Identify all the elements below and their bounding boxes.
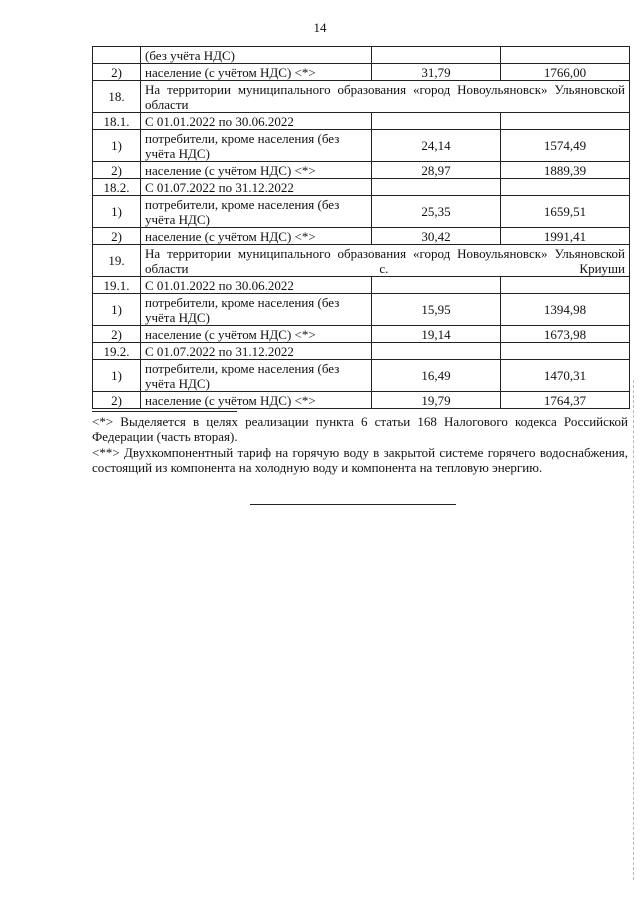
row-number: 2) <box>93 64 141 81</box>
table-row <box>93 81 630 113</box>
consumer-category: потребители, кроме населения (без учёта НДС) <box>141 294 372 326</box>
tariff-value-2: 1673,98 <box>501 326 630 343</box>
consumer-category: население (с учётом НДС) <*> <box>141 162 372 179</box>
period-label: С 01.01.2022 по 30.06.2022 <box>141 277 372 294</box>
table-row <box>93 196 630 228</box>
tariff-value-2: 1470,31 <box>501 360 630 392</box>
row-number: 18.2. <box>93 179 141 196</box>
tariff-value-1: 24,14 <box>372 130 501 162</box>
row-number: 2) <box>93 228 141 245</box>
footnote-1: <*> Выделяется в целях реализации пункта 6 статьи 168 Налогового кодекса Российской Федерации (часть вторая). <box>92 414 628 444</box>
scan-edge-mark <box>632 380 634 880</box>
row-number <box>93 47 141 64</box>
end-of-document-line <box>250 504 456 505</box>
empty-cell <box>501 277 630 294</box>
period-label: С 01.07.2022 по 31.12.2022 <box>141 179 372 196</box>
tariff-value-1: 31,79 <box>372 64 501 81</box>
footnote-2: <**> Двухкомпонентный тариф на горячую воду в закрытой системе горячего водоснабжения, состоящий из компонента на холодную воду и компонента на тепловую энергию. <box>92 445 628 475</box>
tariff-value-1: 16,49 <box>372 360 501 392</box>
territory-header: На территории муниципального образования «город Новоульяновск» Ульяновской области <box>141 81 630 113</box>
table-row <box>93 326 630 343</box>
tariff-value-2: 1574,49 <box>501 130 630 162</box>
page-number: 14 <box>313 20 327 35</box>
table-row <box>93 392 630 409</box>
footnotes <box>92 411 628 476</box>
row-number: 19.1. <box>93 277 141 294</box>
consumer-category: потребители, кроме населения (без учёта НДС) <box>141 130 372 162</box>
table-row <box>93 64 630 81</box>
tariff-value-1: 28,97 <box>372 162 501 179</box>
tariff-table <box>92 46 630 409</box>
tariff-value-2: 1764,37 <box>501 392 630 409</box>
tariff-value-1: 15,95 <box>372 294 501 326</box>
tariff-value-2: 1659,51 <box>501 196 630 228</box>
empty-cell <box>372 179 501 196</box>
empty-cell <box>501 343 630 360</box>
territory-header: На территории муниципального образования «город Новоульяновск» Ульяновской области с. Криуши <box>141 245 630 277</box>
row-number: 18.1. <box>93 113 141 130</box>
table-row <box>93 113 630 130</box>
row-number: 19. <box>93 245 141 277</box>
tariff-value-2: 1889,39 <box>501 162 630 179</box>
row-number: 18. <box>93 81 141 113</box>
tariff-value-1: 25,35 <box>372 196 501 228</box>
table-row <box>93 245 630 277</box>
footnote-separator <box>92 411 237 412</box>
empty-cell <box>372 113 501 130</box>
row-number: 2) <box>93 162 141 179</box>
row-number: 1) <box>93 294 141 326</box>
table-row <box>93 360 630 392</box>
period-label: С 01.07.2022 по 31.12.2022 <box>141 343 372 360</box>
table-row <box>93 179 630 196</box>
table-row <box>93 228 630 245</box>
table-row <box>93 162 630 179</box>
row-number: 1) <box>93 130 141 162</box>
tariff-value-1: 30,42 <box>372 228 501 245</box>
consumer-category: потребители, кроме населения (без учёта НДС) <box>141 196 372 228</box>
consumer-category: население (с учётом НДС) <*> <box>141 392 372 409</box>
tariff-value-1 <box>372 47 501 64</box>
consumer-category: население (с учётом НДС) <*> <box>141 326 372 343</box>
table-row <box>93 343 630 360</box>
tariff-value-1: 19,14 <box>372 326 501 343</box>
tariff-value-2 <box>501 47 630 64</box>
consumer-category: (без учёта НДС) <box>141 47 372 64</box>
tariff-value-2: 1394,98 <box>501 294 630 326</box>
row-number: 2) <box>93 392 141 409</box>
empty-cell <box>372 277 501 294</box>
row-number: 19.2. <box>93 343 141 360</box>
row-number: 1) <box>93 196 141 228</box>
tariff-value-2: 1991,41 <box>501 228 630 245</box>
empty-cell <box>501 179 630 196</box>
table-row <box>93 277 630 294</box>
period-label: С 01.01.2022 по 30.06.2022 <box>141 113 372 130</box>
table-row <box>93 130 630 162</box>
table-row <box>93 47 630 64</box>
consumer-category: население (с учётом НДС) <*> <box>141 64 372 81</box>
row-number: 2) <box>93 326 141 343</box>
empty-cell <box>501 113 630 130</box>
tariff-value-1: 19,79 <box>372 392 501 409</box>
empty-cell <box>372 343 501 360</box>
tariff-value-2: 1766,00 <box>501 64 630 81</box>
table-row <box>93 294 630 326</box>
consumer-category: потребители, кроме населения (без учёта НДС) <box>141 360 372 392</box>
consumer-category: население (с учётом НДС) <*> <box>141 228 372 245</box>
row-number: 1) <box>93 360 141 392</box>
